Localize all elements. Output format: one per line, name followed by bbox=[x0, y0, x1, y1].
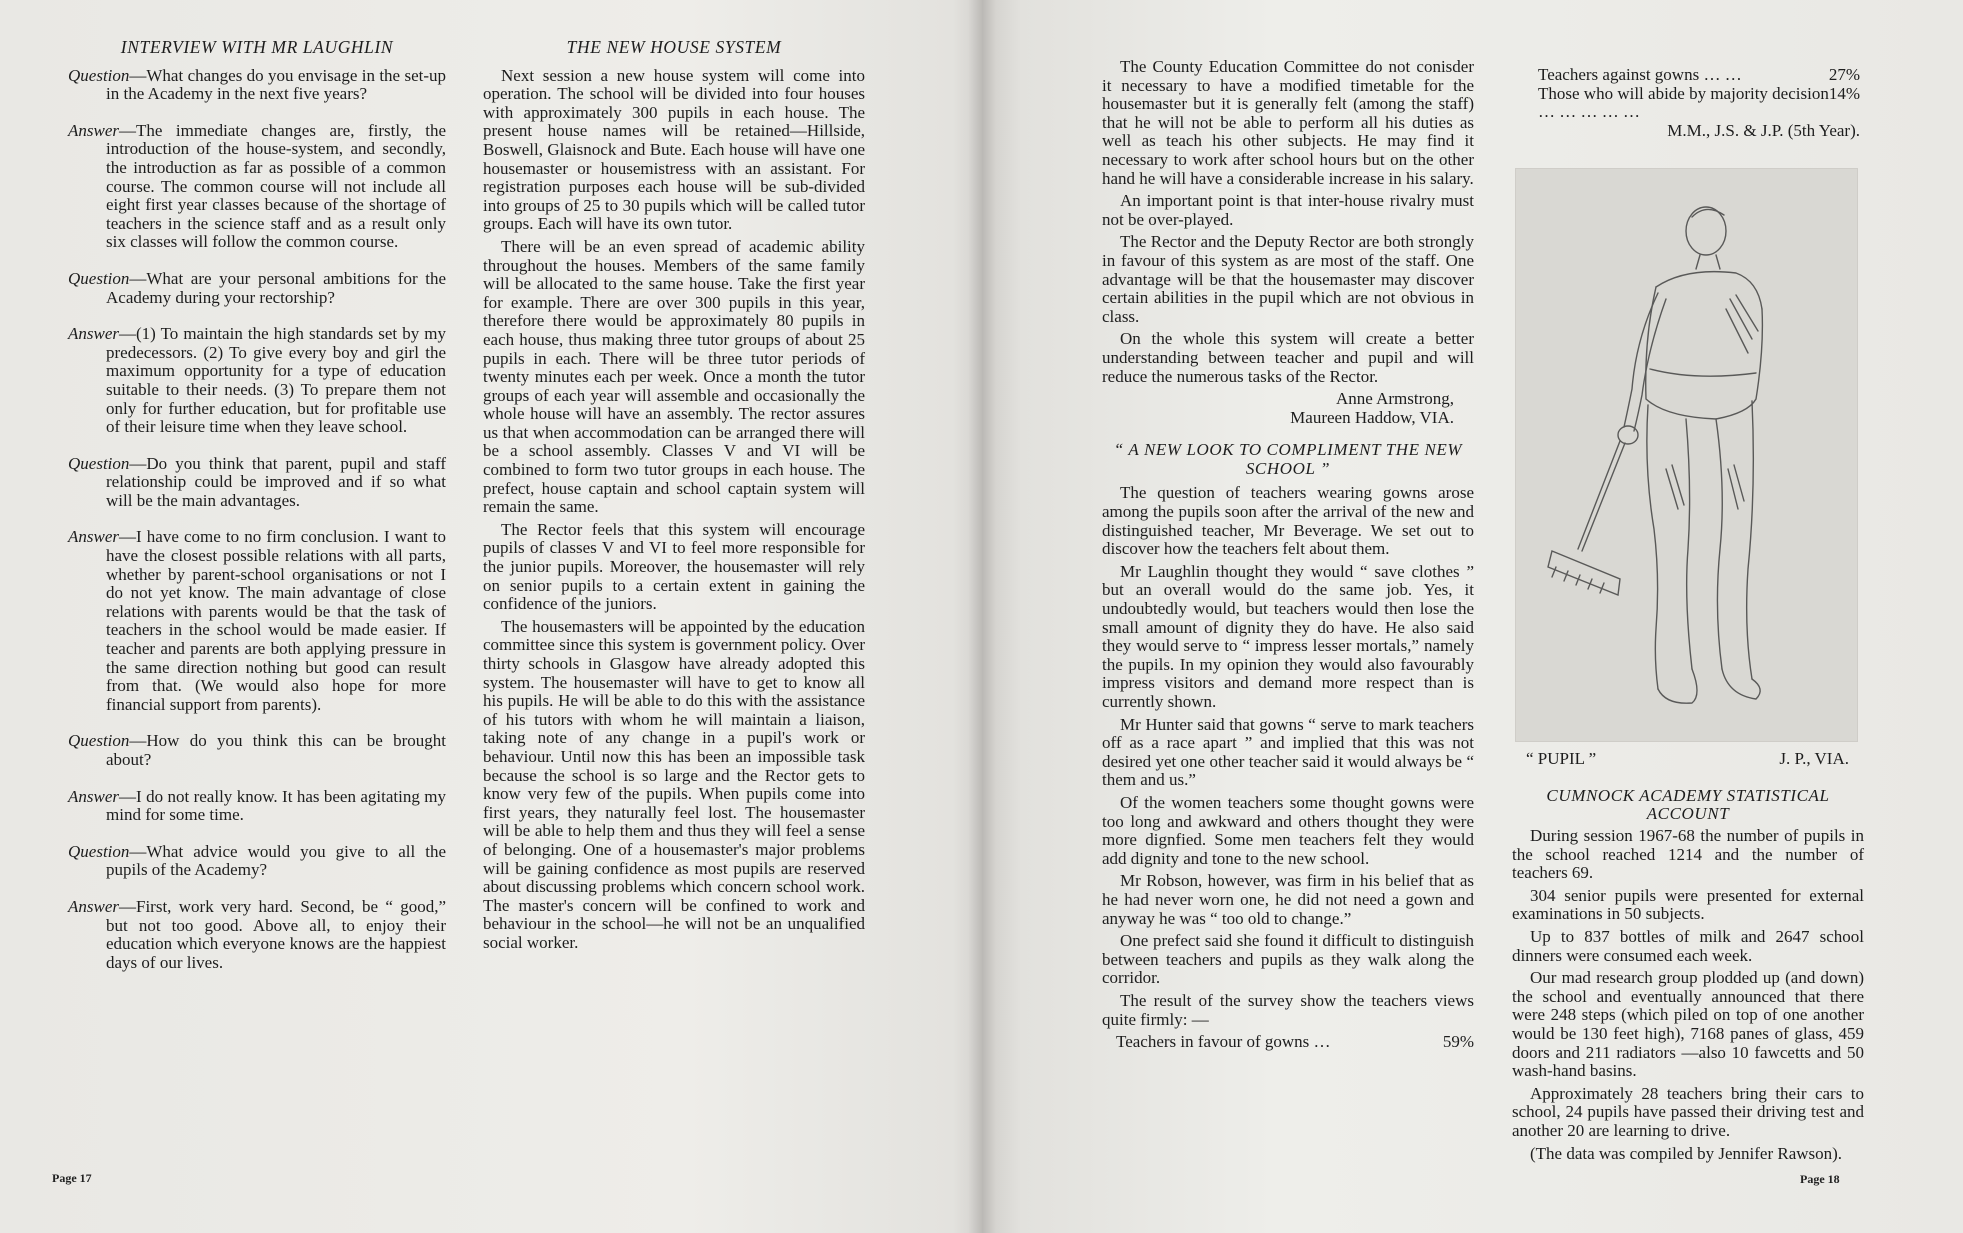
paragraph: Our mad research group plodded up (and down) the school and eventually announced that there were 248 steps (which piled on top of one another would be 130 feet high), 7168 panes of glass, 459 doors and 211 radiators —also 10 fawcetts and 50 wash-hand basins. bbox=[1512, 968, 1864, 1081]
paragraph: The result of the survey show the teachers views quite firmly: — bbox=[1102, 990, 1474, 1029]
interview-question bbox=[68, 455, 446, 511]
qa-text: —(1) To maintain the high standards set by my predecessors. (2) To give every boy and girl the maximum opportunity for a type of education suitable to their needs. (3) To prepare them not only for further education, but for profitable use of their leisure time when they leave school. bbox=[106, 324, 446, 437]
stat-majority bbox=[1538, 85, 1860, 122]
paragraph: The Rector feels that this system will encourage pupils of classes V and VI to feel more responsible for the junior pupils. Moreover, the housemaster will rely on senior pupils to a certain extent in gaining the confidence of the juniors. bbox=[483, 519, 865, 614]
stat-value: 59% bbox=[1442, 1032, 1474, 1052]
qa-text: —I do not really know. It has been agitating my mind for some time. bbox=[106, 786, 446, 825]
qa-text: —First, work very hard. Second, be “ good,” but not too good. Above all, to enjoy their education which everyone knows are the happiest days of our lives. bbox=[106, 896, 446, 972]
statistical-body bbox=[1512, 827, 1864, 1163]
qa-text: —What changes do you envisage in the set-up in the Academy in the next five years? bbox=[106, 65, 446, 104]
house-system-heading: THE NEW HOUSE SYSTEM bbox=[566, 37, 782, 57]
interview-column bbox=[68, 38, 446, 990]
house-system-cont-body bbox=[1102, 58, 1474, 386]
stat-label: Teachers against gowns … … bbox=[1538, 65, 1742, 84]
paragraph: Mr Laughlin thought they would “ save clothes ” but an overall would do the same job. Yes, it undoubtedly would, but teachers would then lose the small amount of dignity they do have. He also said they would serve to “ impress lesser mortals,” namely the pupils. In my opinion they would also favourably impress visitors and demand more respect than is currently shown. bbox=[1102, 561, 1474, 711]
statistical-heading: CUMNOCK ACADEMY STATISTICAL ACCOUNT bbox=[1546, 786, 1830, 823]
binding-fold bbox=[968, 0, 996, 1233]
paragraph: Up to 837 bottles of milk and 2647 school dinners were consumed each week. bbox=[1512, 926, 1864, 965]
paragraph: The housemasters will be appointed by the education committee since this system is government policy. Over thirty schools in Glasgow have already adopted this system. The housemaster will have to get to know all his pupils. He will be able to do this with the assistance of his tutors with whom he will maintain a liaison, taking note of any change in a pupil's work or behaviour. Until now this has been an impossible task because the school is so large and the Rector gets to know very few of the pupils. When pupils come into first years, they naturally feel lost. The housemaster will be able to help them and thus they will feel a sense of belonging. One of a housemaster's major problems will be gaining confidence as most pupils are reserved about discussing problems which concern school work. The master's concern will be confined to work and behaviour in the school—he will not be an unqualified social worker. bbox=[483, 616, 865, 952]
paragraph: One prefect said she found it difficult to distinguish between teachers and pupils as they walk along the corridor. bbox=[1102, 931, 1474, 988]
paragraph: Next session a new house system will come into operation. The school will be divided into four houses with approximately 300 pupils in each house. The present house names will be retained—Hillside, Boswell, Glaisnock and Bute. Each house will have one housemaster or housemistress with an assistant. For registration purposes each house will be sub-divided into groups of 25 to 30 pupils which will be called tutor groups. Each will have its own tutor. bbox=[483, 65, 865, 234]
interview-answer bbox=[68, 325, 446, 437]
pupil-sketch-image bbox=[1515, 168, 1858, 742]
paragraph: An important point is that inter-house rivalry must not be over-played. bbox=[1102, 191, 1474, 229]
interview-answer bbox=[68, 788, 446, 825]
qa-label: Answer bbox=[68, 527, 119, 547]
interview-answer bbox=[68, 122, 446, 252]
paragraph: 304 senior pupils were presented for external examinations in 50 subjects. bbox=[1512, 885, 1864, 924]
stats-column bbox=[1538, 66, 1860, 140]
stat-label: Those who will abide by majority decision … … … … … bbox=[1538, 83, 1829, 122]
qa-label: Question bbox=[68, 268, 130, 288]
sketch-drawing bbox=[1516, 169, 1859, 743]
caption-artist: J. P., VIA. bbox=[1779, 749, 1849, 768]
house-system-signature bbox=[1102, 390, 1474, 427]
qa-label: Question bbox=[68, 65, 130, 85]
sketch-caption bbox=[1520, 749, 1853, 769]
qa-text: —The immediate changes are, firstly, the introduction of the house-system, and secondly, the introduction as far as possible of a common course. The common course will not include all eight first year classes because of the shortage of teachers in the science staff and as a result only six classes will follow the common course. bbox=[106, 120, 446, 252]
qa-text: —I have come to no firm conclusion. I want to have the closest possible relations with all parts, whether by parent-school organisations or not I do not yet know. The main advantage of close relations with parents would be that the task of teachers in the school would be made easier. If teacher and parents are both applying pressure in the same direction nothing but good can result from that. (We would also hope for more financial support from parents). bbox=[106, 527, 446, 714]
page-number-17: Page 17 bbox=[52, 1171, 92, 1185]
stat-value: 14% bbox=[1828, 83, 1860, 103]
caption-title: “ PUPIL ” bbox=[1526, 749, 1597, 768]
qa-label: Answer bbox=[68, 324, 119, 344]
house-system-body bbox=[483, 67, 865, 953]
interview-heading: INTERVIEW WITH MR LAUGHLIN bbox=[120, 37, 394, 57]
interview-answer bbox=[68, 528, 446, 714]
house-system-column bbox=[483, 38, 865, 957]
paragraph: During session 1967-68 the number of pupils in the school reached 1214 and the number of teachers 69. bbox=[1512, 826, 1864, 883]
stat-in-favour bbox=[1102, 1033, 1474, 1052]
qa-label: Question bbox=[68, 841, 130, 861]
qa-text: —What advice would you give to all the pupils of the Academy? bbox=[106, 841, 446, 880]
qa-text: —What are your personal ambitions for the Academy during your rectorship? bbox=[106, 268, 446, 307]
qa-label: Question bbox=[68, 453, 130, 473]
paragraph: On the whole this system will create a better understanding between teacher and pupil and will reduce the numerous tasks of the Rector. bbox=[1102, 329, 1474, 386]
interview-question bbox=[68, 270, 446, 307]
qa-label: Answer bbox=[68, 896, 119, 916]
qa-label: Answer bbox=[68, 786, 119, 806]
interview-items bbox=[68, 67, 446, 973]
paragraph: There will be an even spread of academic ability throughout the houses. Members of the same family will be allocated to the same house. Take the first year for example. There are over 300 pupils in this year, therefore there would be approximately 80 pupils in each house, thus making three tutor groups of about 25 pupils in each. There will be three tutor periods of twenty minutes each per week. Once a month the tutor groups of each year will assemble and occasionally the whole house will have an assembly. The rector assures us that when accommodation can be arranged there will be a school assembly. Classes V and VI will be combined to form two tutor groups in each house. The prefect, house captain and school captain system will remain the same. bbox=[483, 236, 865, 517]
new-look-body bbox=[1102, 484, 1474, 1029]
paragraph: Of the women teachers some thought gowns were too long and awkward and others thought they were more dignfied. Some men teachers felt they would add dignity and tone to the new school. bbox=[1102, 792, 1474, 868]
interview-question bbox=[68, 843, 446, 880]
house-system-cont-column bbox=[1102, 58, 1474, 1052]
qa-label: Question bbox=[68, 731, 130, 751]
new-look-heading: “ A NEW LOOK TO COMPLIMENT THE NEW SCHOOL ” bbox=[1113, 440, 1463, 478]
paragraph: Mr Hunter said that gowns “ serve to mark teachers off as a race apart ” and implied that this was not desired yet one other teacher said it would always be “ them and us.” bbox=[1102, 714, 1474, 790]
stat-against bbox=[1538, 66, 1860, 85]
interview-question bbox=[68, 732, 446, 769]
qa-text: —How do you think this can be brought about? bbox=[106, 731, 446, 769]
paragraph: The question of teachers wearing gowns arose among the pupils soon after the arrival of the new and distinguished teacher, Mr Beverage. We set out to discover how the teachers felt about them. bbox=[1102, 483, 1474, 559]
paragraph: Mr Robson, however, was firm in his belief that as he had never worn one, he did not need a gown and anyway he was “ too old to change.” bbox=[1102, 871, 1474, 928]
qa-label: Answer bbox=[68, 120, 119, 140]
paragraph: The County Education Committee do not conisder it necessary to have a modified timetable for the housemaster but it is generally felt (among the staff) that he will not be able to perform all his duties as well as teach his other subjects. He may find it necessary to work after school hours but on the other hand he will have a considerable increase in his salary. bbox=[1102, 57, 1474, 188]
qa-text: —Do you think that parent, pupil and staff relationship could be improved and if so what will be the main advantages. bbox=[106, 453, 446, 510]
new-look-signature: M.M., J.S. & J.P. (5th Year). bbox=[1667, 120, 1860, 140]
signature-line-2: Maureen Haddow, VIA. bbox=[1290, 407, 1454, 427]
paragraph: The Rector and the Deputy Rector are both strongly in favour of this system as are most of the staff. One advantage will be that the housemaster may discover certain abilities in the pupil which are not obvious in class. bbox=[1102, 232, 1474, 326]
page-number-18: Page 18 bbox=[1800, 1172, 1840, 1186]
interview-question bbox=[68, 67, 446, 104]
paragraph: (The data was compiled by Jennifer Rawson). bbox=[1530, 1143, 1843, 1163]
stat-value: 27% bbox=[1828, 65, 1860, 84]
interview-answer bbox=[68, 898, 446, 972]
statistical-column bbox=[1512, 787, 1864, 1167]
stat-label: Teachers in favour of gowns … bbox=[1116, 1032, 1331, 1052]
paragraph: Approximately 28 teachers bring their cars to school, 24 pupils have passed their driving test and another 20 are learning to drive. bbox=[1512, 1083, 1864, 1140]
signature-line-1: Anne Armstrong, bbox=[1335, 389, 1454, 409]
